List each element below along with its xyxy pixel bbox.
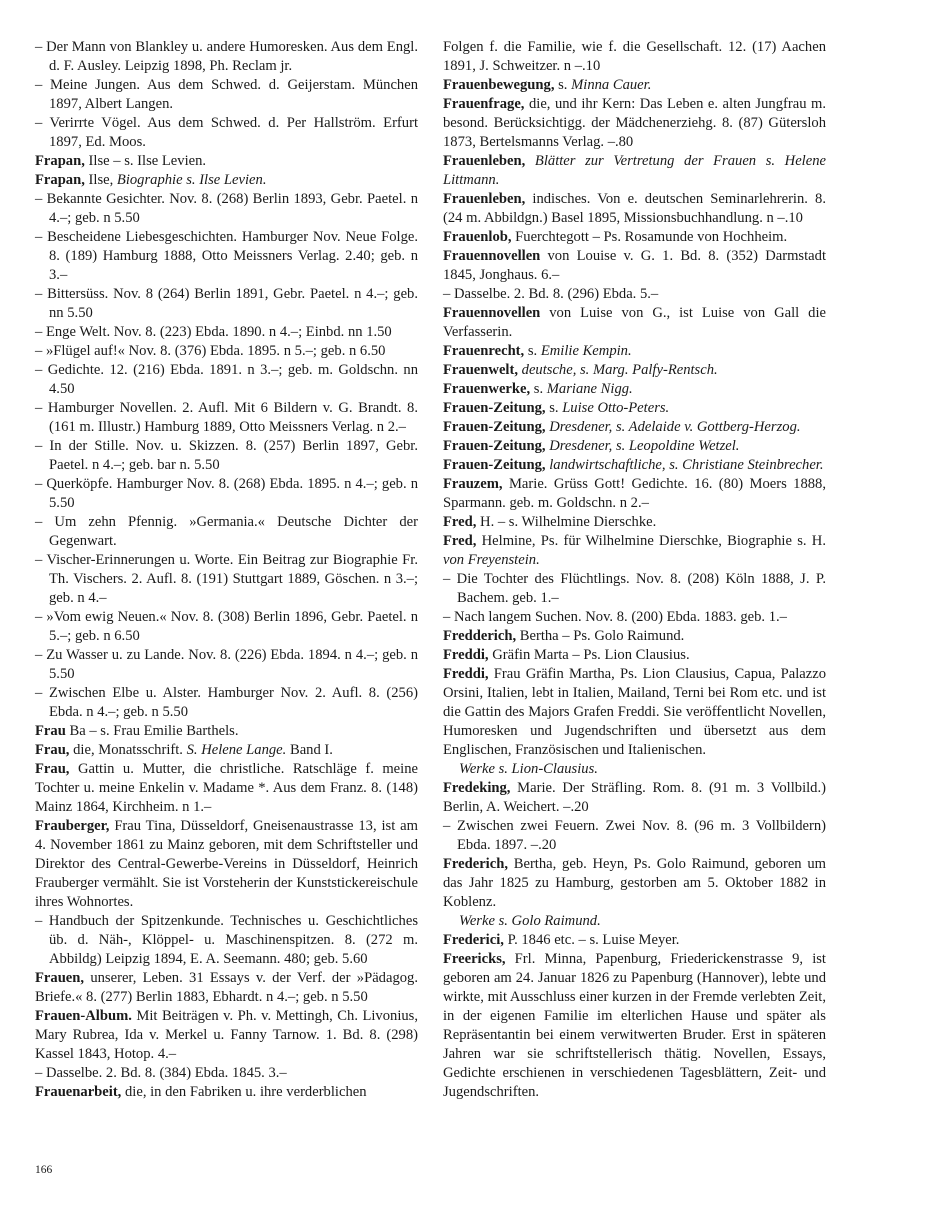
entry-text: die, und ihr Kern: Das Leben e. alten Jungfrau m. besond. Berücksichtigg. der Mädchenerziehg. 8. (87) Gütersloh 1873, Bertelsmanns Verlag. –.80	[443, 96, 826, 150]
entry-work-item	[443, 817, 826, 855]
entry-headword: Frauenbewegung,	[443, 77, 555, 93]
entry-headword: Frauenleben,	[443, 153, 526, 169]
entry-italic-reference: deutsche, s. Marg. Palfy-Rentsch.	[521, 362, 718, 378]
entry-text: – Querköpfe. Hamburger Nov. 8. (268) Ebda. 1895. n 4.–; geb. n 5.50	[35, 476, 418, 511]
entry-works-reference	[443, 912, 826, 931]
entry-work-item	[35, 342, 418, 361]
entry-text: – Verirrte Vögel. Aus dem Schwed. d. Per Hallström. Erfurt 1897, Ed. Moos.	[35, 115, 418, 150]
entry-heading-item	[443, 513, 826, 532]
entry-work-item	[35, 912, 418, 969]
entry-italic-reference: Luise Otto-Peters.	[562, 400, 670, 416]
entry-text: – »Vom ewig Neuen.« Nov. 8. (308) Berlin 1896, Gebr. Paetel. n 5.–; geb. n 6.50	[35, 609, 418, 644]
entry-text: Ilse – s. Ilse Levien.	[84, 153, 207, 169]
entry-text: – Zu Wasser u. zu Lande. Nov. 8. (226) Ebda. 1894. n 4.–; geb. n 5.50	[35, 647, 418, 682]
entry-headword: Frauenfrage,	[443, 96, 525, 112]
entry-heading-item	[35, 1083, 418, 1102]
entry-headword: Frauenwelt,	[443, 362, 518, 378]
entry-text: H. – s. Wilhelmine Dierschke.	[476, 514, 657, 530]
entry-text: Ba – s. Frau Emilie Barthels.	[65, 723, 239, 739]
entry-heading-item	[443, 931, 826, 950]
entry-headword: Frauen-Zeitung,	[443, 438, 546, 454]
entry-italic-reference: Dresdener, s. Adelaide v. Gottberg-Herzog.	[549, 419, 801, 435]
entry-italic-reference: Minna Cauer.	[571, 77, 652, 93]
entry-heading-item	[35, 722, 418, 741]
entry-work-item	[35, 1064, 418, 1083]
entry-headword: Frauzem,	[443, 476, 503, 492]
entry-heading-item	[35, 1007, 418, 1064]
entry-heading-item	[443, 342, 826, 361]
entry-italic-reference: Blätter zur Vertretung der Frauen s. Helene Littmann.	[443, 153, 826, 188]
entry-headword: Frederici,	[443, 932, 504, 948]
entry-text: s.	[545, 400, 563, 416]
entry-italic-reference: landwirtschaftliche, s. Christiane Steinbrecher.	[549, 457, 824, 473]
entry-heading-item	[35, 969, 418, 1007]
entry-text: – Dasselbe. 2. Bd. 8. (296) Ebda. 5.–	[443, 286, 659, 302]
entry-italic-reference: Dresdener, s. Leopoldine Wetzel.	[549, 438, 740, 454]
entry-heading-item	[443, 475, 826, 513]
entry-headword: Frauenlob,	[443, 229, 512, 245]
entry-headword: Frederich,	[443, 856, 508, 872]
entry-continuation	[443, 38, 826, 76]
entry-work-item	[443, 570, 826, 608]
entry-text: – In der Stille. Nov. u. Skizzen. 8. (257) Berlin 1897, Gebr. Paetel. n 4.–; geb. bar n. 5.50	[35, 438, 418, 473]
entry-italic-reference: Emilie Kempin.	[540, 343, 632, 359]
entry-headword: Frauen-Zeitung,	[443, 419, 546, 435]
entry-text: – Enge Welt. Nov. 8. (223) Ebda. 1890. n 4.–; Einbd. nn 1.50	[35, 324, 392, 340]
entry-headword: Frapan,	[35, 172, 85, 188]
entry-italic-reference: Mariane Nigg.	[546, 381, 633, 397]
entry-italic-reference: Biographie s. Ilse Levien.	[116, 172, 267, 188]
entry-heading-item	[443, 95, 826, 152]
entry-work-item	[35, 114, 418, 152]
entry-headword: Fredderich,	[443, 628, 517, 644]
entry-text: Ilse,	[84, 172, 117, 188]
entry-heading-item	[443, 950, 826, 1102]
entry-headword: Fredeking,	[443, 780, 511, 796]
entry-headword: Frauenleben,	[443, 191, 526, 207]
page-number: 166	[35, 1164, 53, 1176]
entry-heading-item	[443, 665, 826, 760]
entry-headword: Fred,	[443, 514, 477, 530]
entry-heading-item	[443, 152, 826, 190]
entry-heading-item	[443, 627, 826, 646]
entry-heading-item	[35, 817, 418, 912]
entry-heading-item	[443, 399, 826, 418]
entry-text: – Dasselbe. 2. Bd. 8. (384) Ebda. 1845. 3.–	[35, 1065, 287, 1081]
entry-text: – Bescheidene Liebesgeschichten. Hamburger Nov. Neue Folge. 8. (189) Hamburg 1888, Otto Meissners Verlag. 2.40; geb. n 3.–	[35, 229, 418, 283]
entry-heading-item	[443, 228, 826, 247]
entry-heading-item	[35, 760, 418, 817]
entry-text: – Bekannte Gesichter. Nov. 8. (268) Berlin 1893, Gebr. Paetel. n 4.–; geb. n 5.50	[35, 191, 418, 226]
entry-text: Frau Gräfin Martha, Ps. Lion Clausius, Capua, Palazzo Orsini, Italien, lebt in Italien, Mailand, Terni bei Rom etc. und ist die Gattin des Majors Grafen Freddi. Sie veröffentlicht Novellen, Humoresken und Jugendschriften und übersetzt aus dem Englischen, Französischen und Italienischen.	[443, 666, 826, 758]
entry-text: von Luise von G., ist Luise von Gall die Verfasserin.	[443, 305, 826, 340]
entry-text: die, Monatsschrift.	[69, 742, 187, 758]
entry-heading-item	[443, 380, 826, 399]
entry-heading-item	[443, 418, 826, 437]
entry-work-item	[35, 228, 418, 285]
entry-text: – Die Tochter des Flüchtlings. Nov. 8. (208) Köln 1888, J. P. Bachem. geb. 1.–	[443, 571, 826, 606]
entry-text-suffix: Band I.	[286, 742, 333, 758]
entry-headword: Frauberger,	[35, 818, 110, 834]
entry-heading-item	[443, 855, 826, 912]
entry-text: – Vischer-Erinnerungen u. Worte. Ein Beitrag zur Biographie Fr. Th. Vischers. 2. Aufl. 8. (191) Stuttgart 1889, Göschen. n 3.–; geb. n 4.–	[35, 552, 418, 606]
entry-work-item	[35, 513, 418, 551]
entry-work-item	[35, 76, 418, 114]
entry-heading-item	[35, 171, 418, 190]
entry-text: – Nach langem Suchen. Nov. 8. (200) Ebda. 1883. geb. 1.–	[443, 609, 787, 625]
entry-heading-item	[443, 437, 826, 456]
entry-text: – Meine Jungen. Aus dem Schwed. d. Geijerstam. München 1897, Albert Langen.	[35, 77, 418, 112]
entry-work-item	[35, 361, 418, 399]
entry-text: – Hamburger Novellen. 2. Aufl. Mit 6 Bildern v. G. Brandt. 8. (161 m. Illustr.) Hamburg 1889, Otto Meissners Verlag. n 2.–	[35, 400, 418, 435]
entry-text: s.	[554, 77, 572, 93]
entry-heading-item	[443, 304, 826, 342]
entry-heading-item	[443, 190, 826, 228]
entry-text: – Gedichte. 12. (216) Ebda. 1891. n 3.–; geb. m. Goldschn. nn 4.50	[35, 362, 418, 397]
entry-work-item	[443, 608, 826, 627]
entry-headword: Freericks,	[443, 951, 506, 967]
entry-text: Marie. Der Sträfling. Rom. 8. (91 m. 3 Vollbild.) Berlin, A. Weichert. –.20	[443, 780, 826, 815]
entry-text: s.	[530, 381, 547, 397]
entry-work-item	[35, 608, 418, 646]
entry-text: Frau Tina, Düsseldorf, Gneisenaustrasse 13, ist am 4. November 1861 zu Mainz geboren, mit dem Schriftsteller und Direktor des Central-Gewerbe-Vereins in Düsseldorf, Heinrich Frauberger vermählt. Sie ist Vorsteherin der Kunststickereischule ihres Wohnortes.	[35, 818, 418, 910]
entry-headword: Frauenarbeit,	[35, 1084, 122, 1100]
entry-text: Gattin u. Mutter, die christliche. Ratschläge f. meine Tochter u. meine Enkelin v. Madame *. Aus dem Franz. 8. (148) Mainz 1864, Kirchheim. n 1.–	[35, 761, 418, 815]
entry-text: Helmine, Ps. für Wilhelmine Dierschke, Biographie s. H.	[476, 533, 826, 549]
entry-text: indisches. Von e. deutschen Seminarlehrerin. 8. (24 m. Abbildgn.) Basel 1895, Missionsbuchhandlung. n –.10	[443, 191, 826, 226]
entry-text: Fuerchtegott – Ps. Rosamunde von Hochheim.	[511, 229, 788, 245]
entry-italic-reference: von Freyenstein.	[443, 552, 540, 568]
entry-work-item	[35, 646, 418, 684]
entry-text: von Louise v. G. 1. Bd. 8. (352) Darmstadt 1845, Jonghaus. 6.–	[443, 248, 826, 283]
entry-headword: Freddi,	[443, 666, 489, 682]
entry-headword: Frauen-Zeitung,	[443, 457, 546, 473]
entry-work-item	[35, 323, 418, 342]
entry-text: Werke s. Lion-Clausius.	[459, 761, 598, 777]
entry-text: Bertha – Ps. Golo Raimund.	[516, 628, 685, 644]
entry-italic-reference: S. Helene Lange.	[186, 742, 287, 758]
entry-work-item	[35, 190, 418, 228]
right-column	[443, 38, 826, 1102]
entry-headword: Frauenwerke,	[443, 381, 531, 397]
entry-headword: Frau,	[35, 742, 70, 758]
entry-work-item	[35, 475, 418, 513]
entry-text: Frl. Minna, Papenburg, Friederickenstrasse 9, ist geboren am 24. Januar 1826 zu Papenburg (Hannover), lebte und wirkte, mit Ausschluss einer kurzen in der Fremde verlebten Zeit, in der eigenen Familie im elterlichen Hause und später als Repräsentantin bei einem verwitwerten Bruder. Erst in späteren Jahren war sie schriftstellerisch thätig. Novellen, Essays, Gedichte erschienen in verschiedenen Tagesblättern, Zeit- und Jugendschriften.	[443, 951, 826, 1100]
entry-work-item	[35, 684, 418, 722]
entry-text: – Handbuch der Spitzenkunde. Technisches u. Geschichtliches üb. d. Näh-, Klöppel- u. Maschinenspitzen. 8. (272 m. Abbildg) Leipzig 1894, E. A. Seemann. 480; geb. 5.60	[35, 913, 418, 967]
entry-works-reference	[443, 760, 826, 779]
entry-heading-item	[35, 741, 418, 760]
entry-text: Folgen f. die Familie, wie f. die Gesellschaft. 12. (17) Aachen 1891, J. Schweitzer. n –.10	[443, 39, 826, 74]
entry-heading-item	[443, 456, 826, 475]
entry-text: Gräfin Marta – Ps. Lion Clausius.	[488, 647, 690, 663]
entry-work-item	[35, 38, 418, 76]
entry-headword: Frauen-Zeitung,	[443, 400, 546, 416]
entry-text: Mit Beiträgen v. Ph. v. Mettingh, Ch. Livonius, Mary Rubrea, Ida v. Merkel u. Fanny Tarnow. 1. Bd. 8. (298) Kassel 1843, Hotop. 4.–	[35, 1008, 418, 1062]
entry-work-item	[35, 551, 418, 608]
entry-heading-item	[443, 779, 826, 817]
entry-work-item	[35, 285, 418, 323]
entry-headword: Frapan,	[35, 153, 85, 169]
entry-headword: Frauennovellen	[443, 305, 541, 321]
entry-headword: Fred,	[443, 533, 477, 549]
entry-headword: Frauen,	[35, 970, 85, 986]
entry-text: – Der Mann von Blankley u. andere Humoresken. Aus dem Engl. d. F. Ausley. Leipzig 1898, Ph. Reclam jr.	[35, 39, 418, 74]
entry-heading-item	[443, 532, 826, 570]
entry-text: s.	[524, 343, 541, 359]
entry-text	[525, 153, 535, 169]
entry-headword: Frauenrecht,	[443, 343, 525, 359]
entry-text: Bertha, geb. Heyn, Ps. Golo Raimund, geboren um das Jahr 1825 zu Hamburg, gestorben am 5. Oktober 1882 in Koblenz.	[443, 856, 826, 910]
entry-text: – Zwischen zwei Feuern. Zwei Nov. 8. (96 m. 3 Vollbildern) Ebda. 1897. –.20	[443, 818, 826, 853]
entry-work-item	[35, 399, 418, 437]
entry-headword: Freddi,	[443, 647, 489, 663]
entry-text: – Um zehn Pfennig. »Germania.« Deutsche Dichter der Gegenwart.	[35, 514, 418, 549]
entry-text: – »Flügel auf!« Nov. 8. (376) Ebda. 1895. n 5.–; geb. n 6.50	[35, 343, 386, 359]
entry-heading-item	[443, 646, 826, 665]
entry-headword: Frauennovellen	[443, 248, 541, 264]
entry-text: – Zwischen Elbe u. Alster. Hamburger Nov. 2. Aufl. 8. (256) Ebda. n 4.–; geb. n 5.50	[35, 685, 418, 720]
entry-heading-item	[443, 361, 826, 380]
entry-headword: Frau	[35, 723, 66, 739]
entry-text: – Bittersüss. Nov. 8 (264) Berlin 1891, Gebr. Paetel. n 4.–; geb. nn 5.50	[35, 286, 418, 321]
entry-heading-item	[35, 152, 418, 171]
entry-text: P. 1846 etc. – s. Luise Meyer.	[503, 932, 680, 948]
left-column	[35, 38, 418, 1102]
entry-headword: Frauen-Album.	[35, 1008, 132, 1024]
entry-text: die, in den Fabriken u. ihre verderblichen	[121, 1084, 367, 1100]
entry-work-item	[35, 437, 418, 475]
entry-text: Marie. Grüss Gott! Gedichte. 16. (80) Moers 1888, Sparmann. geb. m. Goldschn. n 2.–	[443, 476, 826, 511]
entry-text: unserer, Leben. 31 Essays v. der Verf. der »Pädagog. Briefe.« 8. (277) Berlin 1883, Ebhardt. n 4.–; geb. n 5.50	[35, 970, 418, 1005]
entry-text: Werke s. Golo Raimund.	[459, 913, 601, 929]
entry-heading-item	[443, 247, 826, 285]
entry-work-item	[443, 285, 826, 304]
entry-headword: Frau,	[35, 761, 70, 777]
entry-heading-item	[443, 76, 826, 95]
